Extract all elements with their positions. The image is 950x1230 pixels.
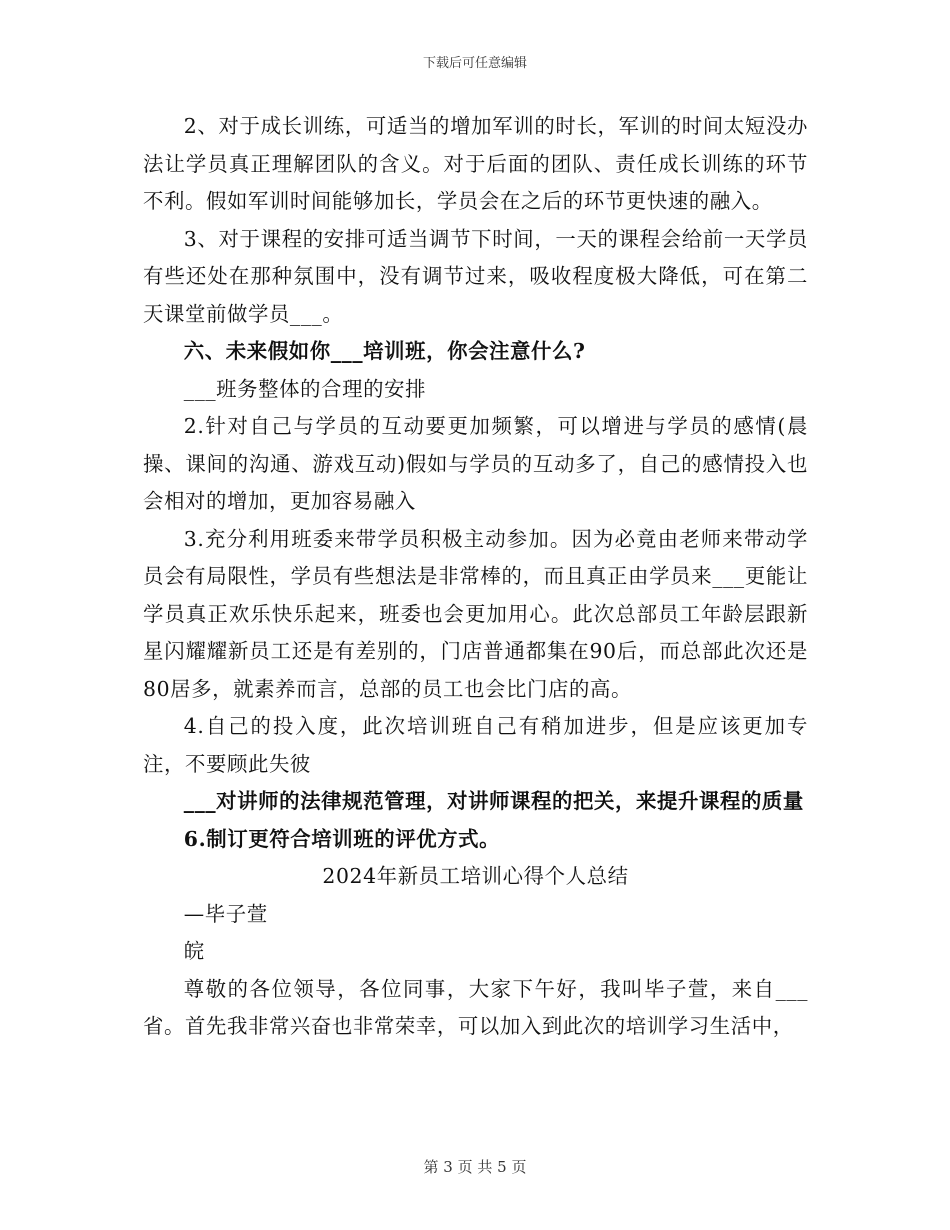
author-line: —毕子萱 [183, 901, 268, 926]
page-header: 下载后可任意编辑 [422, 56, 527, 71]
paragraph-class-committee: 3.充分利用班委来带学员积极主动参加。因为必竟由老师来带动学员会有局限性，学员有些想法是非常棒的，而且真正由学员来___更能让学员真正欢乐快乐起来，班委也会更加用心。此次总部员工年龄层跟新星闪耀耀新员工还是有差别的，门店普通都集在90后，而总部此次还是80居多，就素养而言，总部的员工也会比门店的高。 [143, 526, 808, 701]
paragraph-greeting: 尊敬的各位领导，各位同事，大家下午好，我叫毕子萱，来自___省。首先我非常兴奋也非常荣幸，可以加入到此次的培训学习生活中， [143, 976, 808, 1038]
page-footer: 第 3 页 共 5 页 [423, 1158, 527, 1176]
paragraph-lecturer-management: ___对讲师的法律规范管理，对讲师课程的把关，来提升课程的质量 [183, 789, 804, 813]
province-line: 皖 [183, 939, 205, 963]
paragraph-self-involvement: 4.自己的投入度，此次培训班自己有稍加进步，但是应该更加专注，不要顾此失彼 [143, 714, 808, 776]
paragraph-evaluation-method: 6.制订更符合培训班的评优方式。 [183, 826, 501, 851]
paragraph-interaction: 2.针对自己与学员的互动要更加频繁，可以增进与学员的感情(晨操、课间的沟通、游戏互动)假如与学员的互动多了，自己的感情投入也会相对的增加，更加容易融入 [143, 414, 808, 513]
paragraph-military-training: 2、对于成长训练，可适当的增加军训的时长，军训的时间太短没办法让学员真正理解团队的含义。对于后面的团队、责任成长训练的环节不利。假如军训时间能够加长，学员会在之后的环节更快速的融入。 [143, 114, 808, 213]
section-heading-future: 六、未来假如你___培训班，你会注意什么? [183, 339, 586, 363]
paragraph-course-schedule: 3、对于课程的安排可适当调节下时间，一天的课程会给前一天学员有些还处在那种氛围中，没有调节过来，吸收程度极大降低，可在第二天课堂前做学员___。 [143, 226, 808, 326]
document-title: 2024年新员工培训心得个人总结 [322, 864, 629, 888]
paragraph-class-arrangement: ___班务整体的合理的安排 [183, 376, 427, 401]
document-body [143, 108, 808, 1046]
